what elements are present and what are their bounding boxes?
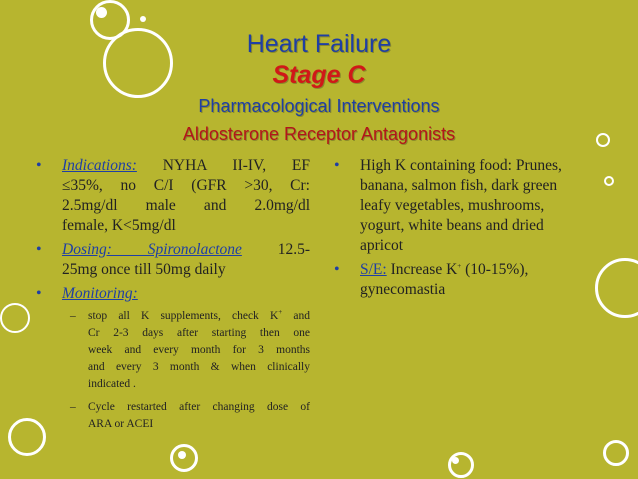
bullet-icon: • xyxy=(36,285,42,302)
right-column xyxy=(334,156,590,304)
dash-icon: – xyxy=(70,401,76,413)
dosing-text: 25mg once till 50mg daily xyxy=(62,261,226,278)
sub-item-text: and every 3 month & when clinically xyxy=(88,361,310,373)
bullet-icon: • xyxy=(36,157,42,174)
bubble-dot-icon xyxy=(96,7,107,18)
sub-item-text: indicated . xyxy=(88,378,136,390)
indications-label: Indications: xyxy=(62,157,137,174)
side-effects-label: S/E: xyxy=(360,261,387,278)
bullet-icon: • xyxy=(334,157,340,174)
sub-item-cycle xyxy=(36,399,310,433)
side-effects-text: (10-15%), xyxy=(465,261,529,278)
sub-item-text: Cr 2-3 days after starting then one xyxy=(88,327,310,339)
bubble-icon xyxy=(595,258,638,318)
bullet-icon: • xyxy=(334,261,340,278)
indications-text: ≤35%, no C/I (GFR >30, Cr: xyxy=(62,177,310,194)
sub-item-text: week and every month for 3 months xyxy=(88,344,310,356)
sub-item-text: ARA or ACEI xyxy=(88,418,154,430)
stage-heading: Stage C xyxy=(272,61,366,89)
bullet-icon: • xyxy=(36,241,42,258)
bubble-icon xyxy=(603,440,629,466)
sub-item-text: Cycle restarted after changing dose of xyxy=(88,401,310,413)
food-text: banana, salmon fish, dark green xyxy=(360,177,558,194)
side-effects-text: gynecomastia xyxy=(360,281,446,298)
sub-item-potassium xyxy=(36,308,310,393)
bubble-icon xyxy=(0,303,30,333)
left-column xyxy=(36,156,310,439)
indications-text: NYHA II-IV, EF xyxy=(162,157,311,174)
dosing-text: 12.5- xyxy=(277,241,310,258)
food-text: apricot xyxy=(360,237,404,254)
list-item-side-effects xyxy=(334,260,590,300)
section-heading: Aldosterone Receptor Antagonists xyxy=(182,124,456,144)
superscript: + xyxy=(278,308,283,317)
sub-item-text: stop all K supplements, check K xyxy=(88,310,279,322)
list-item-food xyxy=(334,156,590,256)
sub-item-text: and xyxy=(293,310,310,322)
bubble-dot-icon xyxy=(452,457,459,464)
side-effects-text: Increase K xyxy=(390,261,458,278)
food-text: yogurt, white beans and dried xyxy=(360,217,544,234)
bubble-dot-icon xyxy=(140,16,146,22)
slide-title: Heart Failure xyxy=(246,30,392,58)
list-item-indications xyxy=(36,156,310,236)
bubble-icon xyxy=(448,452,474,478)
indications-text: female, K<5mg/dl xyxy=(62,217,176,234)
bubble-icon xyxy=(604,176,614,186)
list-item-monitoring xyxy=(36,284,310,304)
dash-icon: – xyxy=(70,310,76,322)
subtitle: Pharmacological Interventions xyxy=(198,96,440,116)
superscript: + xyxy=(457,261,462,270)
monitoring-label: Monitoring: xyxy=(62,285,138,302)
list-item-dosing xyxy=(36,240,310,280)
food-text: leafy vegetables, mushrooms, xyxy=(360,197,545,214)
bubble-dot-icon xyxy=(178,451,186,459)
dosing-label: Dosing: Spironolactone xyxy=(62,241,242,258)
indications-text: 2.5mg/dl male and 2.0mg/dl xyxy=(62,197,310,214)
food-text: High K containing food: Prunes, xyxy=(360,157,562,174)
